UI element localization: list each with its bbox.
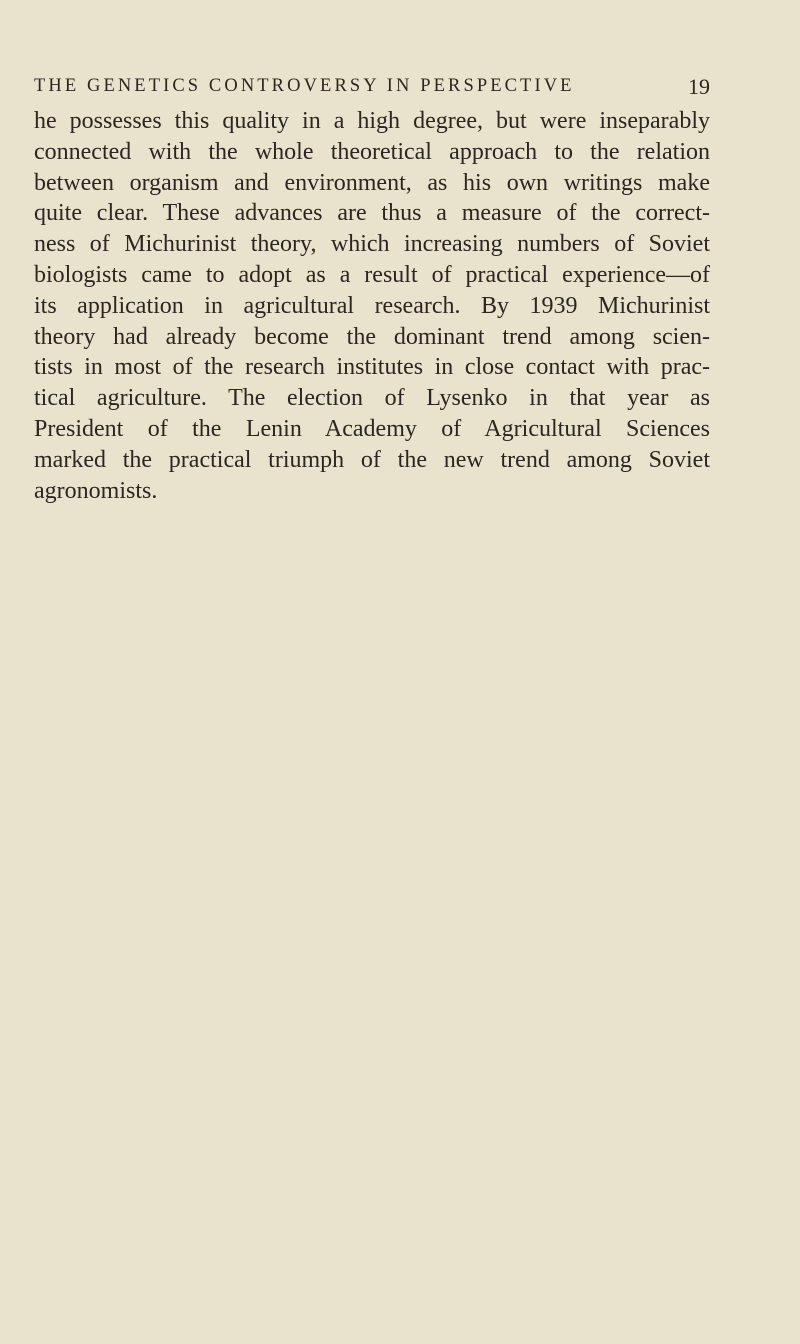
page-number: 19 [688,74,710,99]
text-line: tical agriculture. The election of Lysenko in that year as [34,385,710,412]
body-paragraph [34,106,710,506]
text-line: agronomists. [34,477,158,504]
text-line: between organism and environment, as his own writings make [34,169,710,196]
running-head-title: THE GENETICS CONTROVERSY IN PERSPECTIVE [34,76,575,96]
text-line: tists in most of the research institutes in close contact with prac- [34,354,710,381]
text-line: President of the Lenin Academy of Agricultural Sciences [34,415,710,442]
text-line: biologists came to adopt as a result of practical experience—of [34,261,710,288]
text-line: quite clear. These advances are thus a measure of the correct- [34,200,710,227]
text-line: its application in agricultural research. By 1939 Michurinist [34,292,710,319]
text-line: connected with the whole theoretical approach to the relation [34,138,710,165]
text-line: marked the practical triumph of the new trend among Soviet [34,446,710,473]
text-line: he possesses this quality in a high degree, but were inseparably [34,108,710,134]
text-line: ness of Michurinist theory, which increasing numbers of Soviet [34,231,710,258]
text-line: theory had already become the dominant trend among scien- [34,323,710,350]
